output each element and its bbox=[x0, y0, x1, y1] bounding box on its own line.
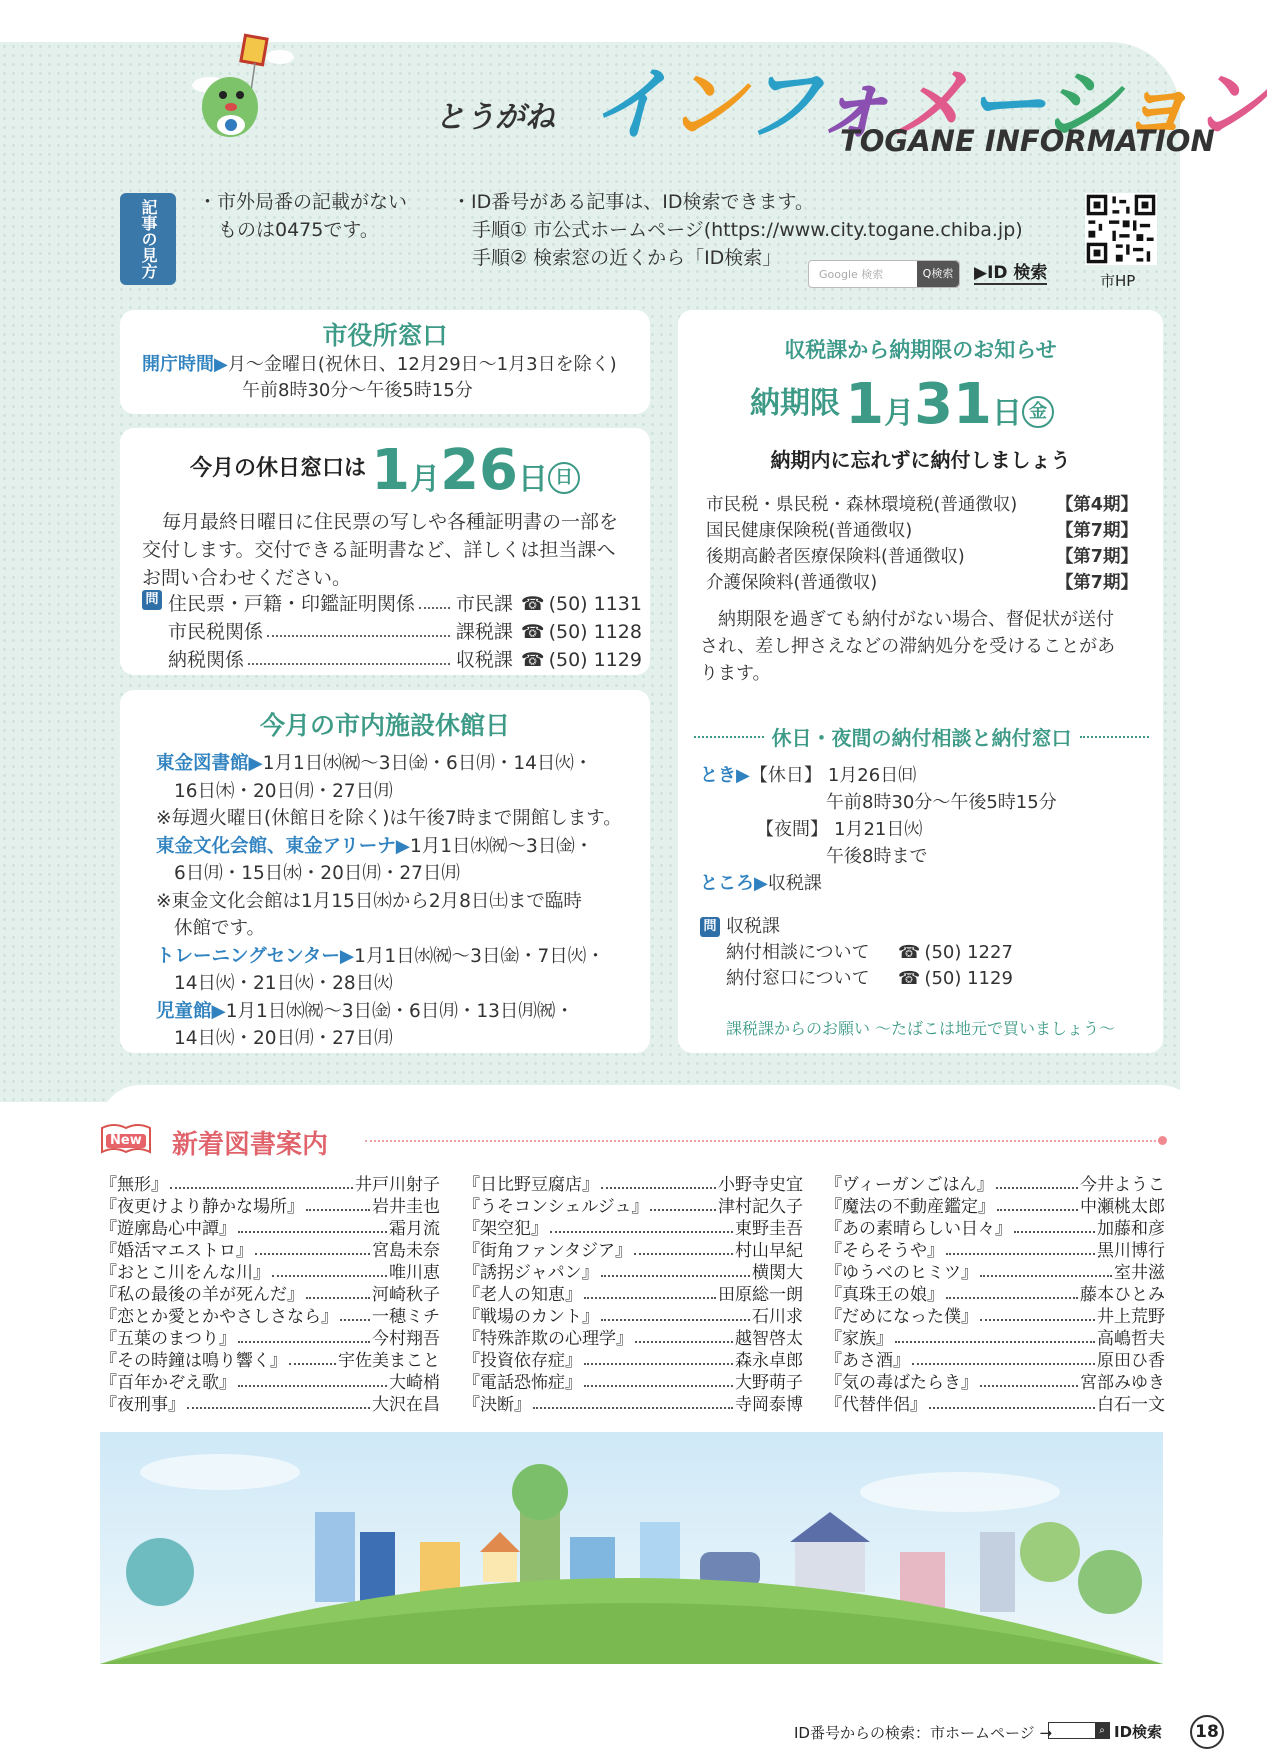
book-row bbox=[825, 1306, 1165, 1328]
book-author: 大野萌子 bbox=[735, 1373, 803, 1393]
book-title: 『街角ファンタジア』 bbox=[463, 1241, 632, 1261]
book-title: 『代替伴侶』 bbox=[825, 1395, 927, 1415]
facility-dates: 1月1日㈬㈷～3日㈮・6日㈪・14日㈫・ bbox=[262, 753, 593, 774]
book-author: 宮部みゆき bbox=[1080, 1373, 1165, 1393]
leader-dots bbox=[550, 1218, 733, 1233]
search-icon: ⌕ bbox=[1095, 1723, 1109, 1738]
facility-dates: 1月1日㈬㈷～3日㈮・7日㈫・ bbox=[354, 945, 605, 967]
holiday-window-description: 毎月最終日曜日に住民票の写しや各種証明書の一部を 交付します。交付できる証明書など、詳しくは担当課へ お問い合わせください。 bbox=[142, 511, 619, 589]
book-title: 『無形』 bbox=[100, 1175, 168, 1195]
leader-dots bbox=[601, 1174, 716, 1189]
leader-dots bbox=[533, 1394, 733, 1409]
town-illustration bbox=[100, 1432, 1163, 1664]
book-row bbox=[463, 1174, 803, 1196]
book-author: 中瀬桃太郎 bbox=[1080, 1197, 1165, 1217]
book-title: 『だめになった僕』 bbox=[825, 1307, 978, 1327]
header-title-char: フ bbox=[742, 58, 814, 151]
book-row bbox=[825, 1350, 1165, 1372]
schedule-row bbox=[700, 762, 1150, 789]
contact-row bbox=[142, 590, 642, 618]
schedule-row bbox=[700, 843, 1150, 870]
contact-row bbox=[142, 646, 642, 674]
tax-row bbox=[706, 544, 1138, 570]
facility-dates: 6日㈪・15日㈬・20日㈪・27日㈪ bbox=[174, 863, 460, 884]
tax-row bbox=[706, 492, 1138, 518]
book-title: 『架空犯』 bbox=[463, 1219, 548, 1239]
book-row bbox=[463, 1262, 803, 1284]
book-author: 霜月流 bbox=[389, 1219, 440, 1239]
contact-item: 住民票・戸籍・印鑑証明関係 bbox=[168, 593, 416, 615]
consult-schedule bbox=[700, 762, 1150, 870]
book-row bbox=[463, 1306, 803, 1328]
footer-search-box bbox=[1048, 1722, 1110, 1739]
book-row bbox=[100, 1328, 440, 1350]
facility-dates: 14日㈫・21日㈫・28日㈫ bbox=[174, 973, 393, 994]
leader-dots bbox=[187, 1394, 370, 1409]
leader-dots bbox=[980, 1372, 1078, 1387]
tax-period: 【第7期】 bbox=[1055, 573, 1138, 593]
book-title: 『誘拐ジャパン』 bbox=[463, 1263, 599, 1283]
facility-closure-list bbox=[156, 750, 646, 1053]
book-author: 高嶋哲夫 bbox=[1097, 1329, 1165, 1349]
book-row bbox=[825, 1328, 1165, 1350]
schedule-tag: 【夜間】 bbox=[756, 819, 828, 840]
holiday-window-contacts bbox=[142, 590, 642, 674]
schedule-tag: 【休日】 bbox=[749, 765, 822, 786]
book-title: 『特殊詐欺の心理学』 bbox=[463, 1329, 633, 1349]
facility-dates: 休館です。 bbox=[174, 918, 266, 939]
leader-dots bbox=[306, 1196, 370, 1211]
contact-phone: (50) 1131 bbox=[548, 593, 642, 615]
facility-dates: 16日㈭・20日㈪・27日㈪ bbox=[174, 780, 393, 802]
qr-code[interactable] bbox=[1085, 193, 1157, 265]
book-row bbox=[463, 1284, 803, 1306]
inquiry-item: 納付窓口について bbox=[726, 968, 870, 989]
book-row bbox=[463, 1394, 803, 1416]
book-title: 『その時鐘は鳴り響く』 bbox=[100, 1351, 287, 1371]
facility-name: 東金文化会館、東金アリーナ bbox=[156, 835, 396, 857]
leader-dots bbox=[946, 1240, 1095, 1255]
book-row bbox=[463, 1218, 803, 1240]
schedule-text: 1月21日㈫ bbox=[834, 819, 923, 840]
holiday-window-card bbox=[120, 428, 650, 675]
leader-dots bbox=[238, 1328, 370, 1343]
facility-line bbox=[156, 860, 646, 888]
book-row bbox=[100, 1372, 440, 1394]
book-title: 『恋とか愛とかやさしさなら』 bbox=[100, 1307, 338, 1327]
contact-row bbox=[142, 618, 642, 646]
book-row bbox=[100, 1174, 440, 1196]
inquiry-phone: (50) 1227 bbox=[924, 942, 1013, 963]
contact-item: 納税関係 bbox=[168, 649, 245, 671]
phone-icon: ☎ bbox=[520, 649, 545, 671]
book-title: 『うそコンシェルジュ』 bbox=[463, 1197, 649, 1217]
facility-line bbox=[156, 1025, 646, 1053]
book-row bbox=[825, 1394, 1165, 1416]
book-row bbox=[825, 1174, 1165, 1196]
facility-name: トレーニングセンター bbox=[156, 945, 340, 967]
header-subtitle: TOGANE INFORMATION bbox=[840, 124, 1215, 158]
book-title: 『五葉のまつり』 bbox=[100, 1329, 236, 1349]
book-title: 『そらそうや』 bbox=[825, 1241, 944, 1261]
leader-dots bbox=[248, 646, 450, 665]
facility-line bbox=[156, 888, 646, 916]
leader-dots bbox=[255, 1240, 370, 1255]
books-column-1 bbox=[100, 1174, 440, 1416]
header-title-char: メ bbox=[890, 58, 966, 151]
facility-line bbox=[156, 915, 646, 943]
consult-location: ところ▶収税課 bbox=[700, 873, 822, 894]
book-title: 『夜更けより静かな場所』 bbox=[100, 1197, 304, 1217]
howto-note-area-code: ・市外局番の記載がない ものは0475です。 bbox=[198, 191, 408, 241]
books-column-3 bbox=[825, 1174, 1165, 1416]
contact-phone: (50) 1129 bbox=[548, 649, 642, 671]
book-title: 『百年かぞえ歌』 bbox=[100, 1373, 236, 1393]
contact-dept: 収税課 bbox=[455, 649, 513, 671]
leader-dots bbox=[238, 1218, 387, 1233]
city-office-card bbox=[120, 310, 650, 414]
book-row bbox=[825, 1372, 1165, 1394]
tax-notice-card bbox=[678, 310, 1163, 1053]
leader-dots bbox=[980, 1306, 1095, 1321]
book-author: 宮島未奈 bbox=[372, 1241, 440, 1261]
leader-dots bbox=[419, 590, 450, 609]
sample-id-search-link: ▶ID 検索 bbox=[974, 258, 1047, 285]
mascot-illustration bbox=[185, 35, 295, 145]
facility-line bbox=[156, 943, 646, 971]
book-title: 『気の毒ばたらき』 bbox=[825, 1373, 978, 1393]
facility-dates: 1月1日㈬㈷～3日㈮・ bbox=[410, 835, 594, 857]
tax-inquiry: 問 収税課 納付相談について ☎ (50) 1227 納付窓口について ☎ (50) 1129 bbox=[700, 914, 1140, 992]
book-row bbox=[100, 1306, 440, 1328]
book-title: 『家族』 bbox=[825, 1329, 893, 1349]
book-row bbox=[463, 1372, 803, 1394]
consult-heading: 休日・夜間の納付相談と納付窓口 bbox=[694, 722, 1149, 751]
leader-dots bbox=[635, 1328, 733, 1343]
tax-period: 【第7期】 bbox=[1055, 547, 1138, 567]
arrow: ▶ bbox=[736, 765, 750, 786]
new-books-divider bbox=[365, 1140, 1160, 1142]
book-author: 村山早紀 bbox=[735, 1241, 803, 1261]
contact-phone: (50) 1128 bbox=[548, 621, 642, 643]
schedule-row bbox=[700, 816, 1150, 843]
new-books-title: 新着図書案内 bbox=[172, 1130, 329, 1160]
book-row bbox=[463, 1328, 803, 1350]
book-author: 河崎秋子 bbox=[372, 1285, 440, 1305]
facility-dates: ※東金文化会館は1月15日㈬から2月8日㈯まで臨時 bbox=[156, 890, 582, 912]
phone-icon: ☎ bbox=[520, 621, 545, 643]
book-row bbox=[100, 1394, 440, 1416]
phone-icon: ☎ bbox=[898, 968, 921, 989]
book-title: 『電話恐怖症』 bbox=[463, 1373, 582, 1393]
footer-id-search-button[interactable]: ID検索 bbox=[1114, 1723, 1163, 1741]
book-title: 『あさ酒』 bbox=[825, 1351, 910, 1371]
book-title: 『決断』 bbox=[463, 1395, 531, 1415]
book-row bbox=[825, 1284, 1165, 1306]
schedule-text: 午前8時30分～午後5時15分 bbox=[826, 792, 1057, 813]
book-title: 『夜刑事』 bbox=[100, 1395, 185, 1415]
leader-dots bbox=[289, 1350, 336, 1365]
office-hours: 開庁時間▶月～金曜日(祝休日、12月29日～1月3日を除く) 午前8時30分～午後5時15分 bbox=[142, 354, 617, 401]
arrow: ▶ bbox=[395, 835, 410, 857]
tax-name: 後期高齢者医療保険料(普通徴収) bbox=[706, 547, 965, 567]
header-prefix: とうがね bbox=[435, 100, 555, 135]
book-title: 『婚活マエストロ』 bbox=[100, 1241, 253, 1261]
book-author: 東野圭吾 bbox=[735, 1219, 803, 1239]
header-title-char: ー bbox=[966, 58, 1041, 151]
leader-dots bbox=[895, 1328, 1095, 1343]
when-label: とき bbox=[700, 765, 736, 786]
inquiry-row bbox=[700, 940, 1140, 966]
leader-dots bbox=[929, 1394, 1095, 1409]
book-author: 岩井圭也 bbox=[372, 1197, 440, 1217]
divider-dot bbox=[1158, 1136, 1167, 1145]
schedule-row bbox=[700, 789, 1150, 816]
book-author: 黒川博行 bbox=[1097, 1241, 1165, 1261]
inquiry-row bbox=[700, 966, 1140, 992]
book-author: 津村記久子 bbox=[718, 1197, 803, 1217]
facility-line bbox=[156, 805, 646, 833]
book-author: 田原総一朗 bbox=[718, 1285, 803, 1305]
book-row bbox=[100, 1284, 440, 1306]
book-row bbox=[100, 1218, 440, 1240]
tax-deadline: 納期限 1月31日 金 bbox=[750, 372, 1054, 437]
qr-label: 市HP bbox=[1100, 272, 1136, 290]
facility-line bbox=[156, 970, 646, 998]
inquiry-phone: (50) 1129 bbox=[924, 968, 1013, 989]
tax-period: 【第7期】 bbox=[1055, 521, 1138, 541]
leader-dots bbox=[272, 1262, 387, 1277]
book-title: 『戦場のカント』 bbox=[463, 1307, 599, 1327]
book-title: 『日比野豆腐店』 bbox=[463, 1175, 599, 1195]
book-title: 『遊廓島心中譚』 bbox=[100, 1219, 236, 1239]
schedule-text: 1月26日㈰ bbox=[827, 765, 917, 786]
leader-dots bbox=[267, 618, 450, 637]
book-author: 井上荒野 bbox=[1097, 1307, 1165, 1327]
facility-line bbox=[156, 778, 646, 806]
contact-dept: 課税課 bbox=[455, 621, 513, 643]
tax-name: 介護保険料(普通徴収) bbox=[706, 573, 878, 593]
book-author: 加藤和彦 bbox=[1097, 1219, 1165, 1239]
facility-dates: 1月1日㈬㈷～3日㈮・6日㈪・13日㈪㈷・ bbox=[225, 1000, 574, 1022]
book-author: 原田ひ香 bbox=[1097, 1351, 1165, 1371]
books-column-2 bbox=[463, 1174, 803, 1416]
book-author: 小野寺史宜 bbox=[718, 1175, 803, 1195]
indent bbox=[142, 618, 168, 646]
book-row bbox=[463, 1196, 803, 1218]
facility-line bbox=[156, 998, 646, 1026]
arrow: ▶ bbox=[339, 945, 355, 967]
leader-dots bbox=[584, 1372, 733, 1387]
header-title-char: ョ bbox=[1114, 58, 1191, 151]
book-title: 『ヴィーガンごはん』 bbox=[825, 1175, 994, 1195]
book-title: 『私の最後の羊が死んだ』 bbox=[100, 1285, 304, 1305]
book-row bbox=[463, 1240, 803, 1262]
leader-dots bbox=[584, 1350, 733, 1365]
inquiry-badge: 問 bbox=[142, 590, 162, 610]
tax-name: 国民健康保険税(普通徴収) bbox=[706, 521, 913, 541]
facility-name: 東金図書館 bbox=[156, 753, 249, 774]
book-author: 越智啓太 bbox=[735, 1329, 803, 1349]
leader-dots bbox=[1014, 1218, 1095, 1233]
book-author: 石川求 bbox=[752, 1307, 803, 1327]
tax-row bbox=[706, 570, 1138, 596]
leader-dots bbox=[980, 1262, 1112, 1277]
book-title: 『ゆうべのヒミツ』 bbox=[825, 1263, 978, 1283]
tax-row bbox=[706, 518, 1138, 544]
leader-dots bbox=[340, 1306, 370, 1321]
leader-dots bbox=[634, 1240, 733, 1255]
book-author: 大沢在昌 bbox=[372, 1395, 440, 1415]
book-row bbox=[825, 1240, 1165, 1262]
tax-period: 【第4期】 bbox=[1055, 495, 1138, 515]
phone-icon: ☎ bbox=[898, 942, 921, 963]
leader-dots bbox=[306, 1284, 370, 1299]
book-title: 『老人の知恵』 bbox=[463, 1285, 582, 1305]
book-author: 唯川恵 bbox=[389, 1263, 440, 1283]
book-author: 宇佐美まこと bbox=[338, 1351, 440, 1371]
book-row bbox=[100, 1196, 440, 1218]
tax-list bbox=[706, 492, 1138, 596]
book-row bbox=[100, 1240, 440, 1262]
book-row bbox=[825, 1262, 1165, 1284]
book-title: 『魔法の不動産鑑定』 bbox=[825, 1197, 995, 1217]
book-author: 横関大 bbox=[752, 1263, 803, 1283]
sample-search-box: Google 検索 Q検索 bbox=[808, 260, 960, 288]
book-author: 今村翔吾 bbox=[372, 1329, 440, 1349]
facility-dates: 14日㈫・20日㈪・27日㈪ bbox=[174, 1028, 393, 1049]
contact-dept: 市民課 bbox=[455, 593, 513, 615]
facility-line bbox=[156, 833, 646, 861]
leader-dots bbox=[601, 1262, 750, 1277]
book-title: 『投資依存症』 bbox=[463, 1351, 582, 1371]
leader-dots bbox=[946, 1284, 1078, 1299]
header-title-char: ン bbox=[1190, 58, 1267, 151]
tax-warning: 納期限を過ぎても納付がない場合、督促状が送付 され、差し押さえなどの滞納処分を受けることがあ ります。 bbox=[700, 609, 1116, 684]
book-title: 『おとこ川をんな川』 bbox=[100, 1263, 270, 1283]
leader-dots bbox=[601, 1306, 750, 1321]
book-author: 森永卓郎 bbox=[735, 1351, 803, 1371]
header-title-char: ォ bbox=[814, 58, 890, 151]
book-row bbox=[100, 1350, 440, 1372]
schedule-text: 午後8時まで bbox=[826, 846, 928, 867]
book-author: 藤本ひとみ bbox=[1080, 1285, 1165, 1305]
book-row bbox=[825, 1218, 1165, 1240]
book-title: 『真珠王の娘』 bbox=[825, 1285, 944, 1305]
holiday-window-heading: 今月の休日窓口は 1月26日 日 bbox=[190, 438, 580, 503]
tax-reminder: 納期内に忘れずに納付しましょう bbox=[770, 448, 1071, 472]
contact-item: 市民税関係 bbox=[168, 621, 264, 643]
leader-dots bbox=[170, 1174, 353, 1189]
book-row bbox=[463, 1350, 803, 1372]
city-office-title: 市役所窓口 bbox=[322, 321, 448, 350]
leader-dots bbox=[238, 1372, 387, 1387]
page-number: 18 bbox=[1190, 1715, 1224, 1749]
book-row bbox=[825, 1196, 1165, 1218]
indent bbox=[142, 646, 168, 674]
footer-id-search-text: ID番号からの検索：市ホームページ → bbox=[794, 1724, 1053, 1742]
facility-closure-card bbox=[120, 690, 650, 1053]
leader-dots bbox=[997, 1196, 1078, 1211]
book-title: 『あの素晴らしい日々』 bbox=[825, 1219, 1012, 1239]
header-title-char: イ bbox=[590, 58, 666, 151]
howto-note-id-search: ・ID番号がある記事は、ID検索できます。 手順① 市公式ホームページ(https://www.city.togane.chiba.jp) 手順② 検索窓の近くから「ID検索」 bbox=[452, 191, 1023, 269]
new-badge: New bbox=[100, 1122, 152, 1156]
facility-closure-title: 今月の市内施設休館日 bbox=[259, 711, 510, 740]
book-author: 大崎梢 bbox=[389, 1373, 440, 1393]
book-author: 白石一文 bbox=[1097, 1395, 1165, 1415]
book-author: 今井ようこ bbox=[1080, 1175, 1165, 1195]
arrow: ▶ bbox=[248, 753, 263, 774]
howto-badge: 記事の見方 bbox=[120, 193, 176, 285]
leader-dots bbox=[996, 1174, 1078, 1189]
tax-request: 課税課からのお願い ～たばこは地元で買いましょう～ bbox=[725, 1019, 1116, 1038]
header-title-char: シ bbox=[1040, 58, 1115, 151]
book-author: 室井滋 bbox=[1114, 1263, 1165, 1283]
header-title-char: ン bbox=[666, 58, 742, 151]
book-row bbox=[100, 1262, 440, 1284]
book-author: 井戸川射子 bbox=[355, 1175, 440, 1195]
leader-dots bbox=[584, 1284, 716, 1299]
leader-dots bbox=[650, 1196, 716, 1211]
arrow: ▶ bbox=[211, 1000, 226, 1022]
inquiry-item: 納付相談について bbox=[726, 942, 870, 963]
book-author: 寺岡泰博 bbox=[735, 1395, 803, 1415]
book-author: 一穂ミチ bbox=[372, 1307, 440, 1327]
facility-dates: ※毎週火曜日(休館日を除く)は午後7時まで開館します。 bbox=[156, 808, 622, 829]
facility-line bbox=[156, 750, 646, 778]
tax-notice-title: 収税課から納期限のお知らせ bbox=[784, 338, 1057, 362]
facility-name: 児童館 bbox=[156, 1000, 212, 1022]
leader-dots bbox=[912, 1350, 1095, 1365]
tax-name: 市民税・県民税・森林環境税(普通徴収) bbox=[706, 495, 1018, 515]
phone-icon: ☎ bbox=[520, 593, 545, 615]
